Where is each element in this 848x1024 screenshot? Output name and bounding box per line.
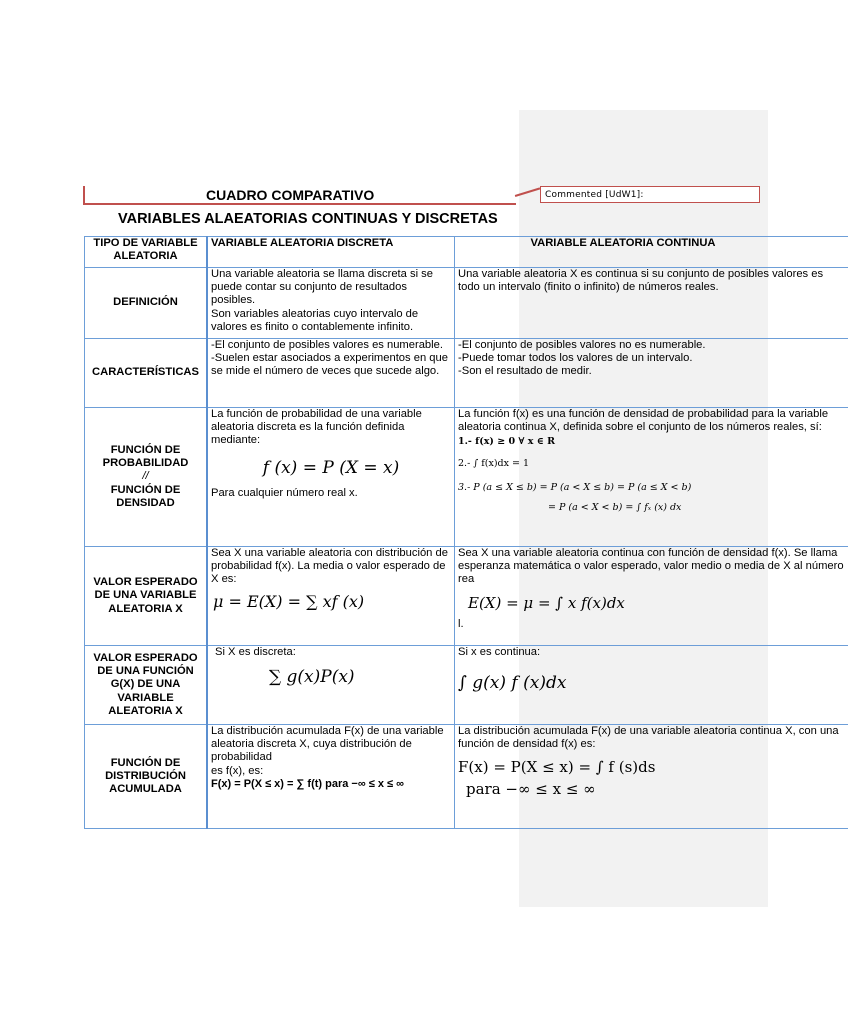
densidad-condicion-2: 2.- ∫ f(x)dx = 1 (458, 458, 530, 470)
comment-anchor-line (83, 186, 85, 204)
label-separator: // (142, 470, 149, 483)
row-label-definicion: DEFINICIÓN (85, 268, 208, 339)
cell-funcion-discreta (207, 408, 455, 547)
funcion-g-discreta-formula: ∑ g(x)P(x) (269, 667, 355, 688)
document-subtitle: VARIABLES ALAEATORIAS CONTINUAS Y DISCRETAS (118, 211, 498, 227)
cell-esperado-continua (455, 547, 848, 646)
funcion-g-continua-formula: ∫ g(x) f (x)dx (458, 673, 567, 694)
cell-definicion-discreta (207, 268, 455, 339)
funcion-g-discreta-text: Si X es discreta: (215, 646, 296, 658)
esperado-discreta-text-2: X es: (211, 573, 237, 586)
table-header-row (85, 237, 848, 268)
esperado-discreta-formula: μ = E(X) = ∑ xf (x) (213, 591, 365, 611)
cell-caracteristicas-discreta (207, 339, 455, 408)
caract-continua-3: -Son el resultado de medir. (458, 365, 592, 378)
document-title: CUADRO COMPARATIVO (206, 187, 375, 203)
definicion-continua-text: Una variable aleatoria X es continua si su conjunto de posibles valores es todo un intervalo (finito o infinito) de números reales. (458, 268, 824, 294)
row-label-funcion-g: VALOR ESPERADO DE UNA FUNCIÓN G(X) DE UNA VARIABLE ALEATORIA X (85, 646, 208, 725)
funcion-discreta-formula: f (x) = P (X = x) (262, 457, 400, 478)
table-row-funcion-g (85, 646, 848, 725)
funcion-discreta-text: La función de probabilidad de una variable aleatoria discreta es la función definida mediante: (211, 408, 422, 447)
acumulada-continua-para: para −∞ ≤ x ≤ ∞ (466, 779, 596, 798)
densidad-condicion-3: 3.- P (a ≤ X ≤ b) = P (a < X ≤ b) = P (a ≤ X < b) (458, 482, 692, 494)
label-funcion-probabilidad: FUNCIÓN DE PROBABILIDAD (102, 443, 189, 470)
cell-funcion-g-continua (455, 646, 848, 725)
esperado-continua-formula: E(X) = μ = ∫ x f(x)dx (468, 593, 625, 612)
acumulada-discreta-3: es f(x), es: (211, 764, 264, 777)
row-label-caracteristicas: CARACTERÍSTICAS (85, 339, 208, 408)
label-funcion-densidad: FUNCIÓN DE DENSIDAD (110, 483, 181, 509)
cell-acumulada-discreta (207, 725, 455, 829)
caract-discreta-2: -Suelen estar asociados a experimentos en que se mide el número de veces que sucede algo. (211, 352, 448, 378)
acumulada-discreta-formula: F(x) = P(X ≤ x) = ∑ f(t) para −∞ ≤ x ≤ ∞ (211, 777, 404, 790)
esperado-discreta-text: Sea X una variable aleatoria con distribución de probabilidad f(x). La media o valor esperado de (211, 547, 448, 573)
cell-funcion-g-discreta (207, 646, 455, 725)
comment-balloon[interactable]: Commented [UdW1]: (540, 186, 760, 203)
acumulada-continua-formula: F(x) = P(X ≤ x) = ∫ f (s)ds (458, 758, 656, 777)
acumulada-discreta-1: La distribución acumulada F(x) de una variable (211, 725, 444, 737)
caract-discreta-1: -El conjunto de posibles valores es numerable. (211, 339, 443, 351)
caract-continua-1: -El conjunto de posibles valores no es numerable. (458, 339, 706, 351)
header-continua: VARIABLE ALEATORIA CONTINUA (455, 237, 848, 268)
table-row-definicion (85, 268, 848, 339)
comparison-table (84, 236, 848, 829)
definicion-discreta-text-2: Son variables aleatorias cuyo intervalo de valores es finito o contablemente infinito. (211, 307, 419, 333)
caract-continua-2: -Puede tomar todos los valores de un intervalo. (458, 352, 693, 365)
comment-anchor-underline (83, 203, 516, 205)
acumulada-discreta-2: aleatoria discreta X, cuya distribución de probabilidad (211, 738, 412, 764)
row-label-esperado: VALOR ESPERADO DE UNA VARIABLE ALEATORIA X (85, 547, 208, 646)
row-label-acumulada: FUNCIÓN DE DISTRIBUCIÓN ACUMULADA (85, 725, 208, 829)
cell-definicion-continua (455, 268, 848, 339)
table-row-caracteristicas (85, 339, 848, 408)
densidad-condicion-1: 1.- f(x) ≥ 0 ∀ x ∈ R (458, 436, 556, 448)
cell-acumulada-continua (455, 725, 848, 829)
esperado-continua-text: Sea X una variable aleatoria continua con función de densidad f(x). Se llama esperanza matemática o valor esperado, valor medio o media de X al número rea (458, 547, 844, 586)
densidad-condicion-3b: = P (a < X < b) = ∫ fₓ (x) dx (548, 502, 682, 514)
funcion-continua-text: La función f(x) es una función de densidad de probabilidad para la variable aleatoria continua X, definida sobre el conjunto de los números reales, sí: (458, 408, 829, 434)
cell-esperado-discreta (207, 547, 455, 646)
cell-funcion-continua (455, 408, 848, 547)
row-label-funcion (85, 408, 208, 547)
acumulada-continua-text: La distribución acumulada F(x) de una variable aleatoria continua X, con una función de densidad f(x) es: (458, 725, 839, 751)
funcion-discreta-note: Para cualquier número real x. (211, 486, 358, 499)
esperado-continua-tail: l. (458, 617, 464, 630)
table-row-acumulada (85, 725, 848, 829)
table-row-funcion (85, 408, 848, 547)
table-row-esperado (85, 547, 848, 646)
funcion-g-continua-text: Si x es continua: (458, 646, 541, 658)
cell-caracteristicas-continua (455, 339, 848, 408)
definicion-discreta-text: Una variable aleatoria se llama discreta si se puede contar su conjunto de resultados posibles. (211, 268, 433, 307)
header-discreta: VARIABLE ALEATORIA DISCRETA (207, 237, 455, 268)
header-tipo: TIPO DE VARIABLE ALEATORIA (85, 237, 208, 268)
